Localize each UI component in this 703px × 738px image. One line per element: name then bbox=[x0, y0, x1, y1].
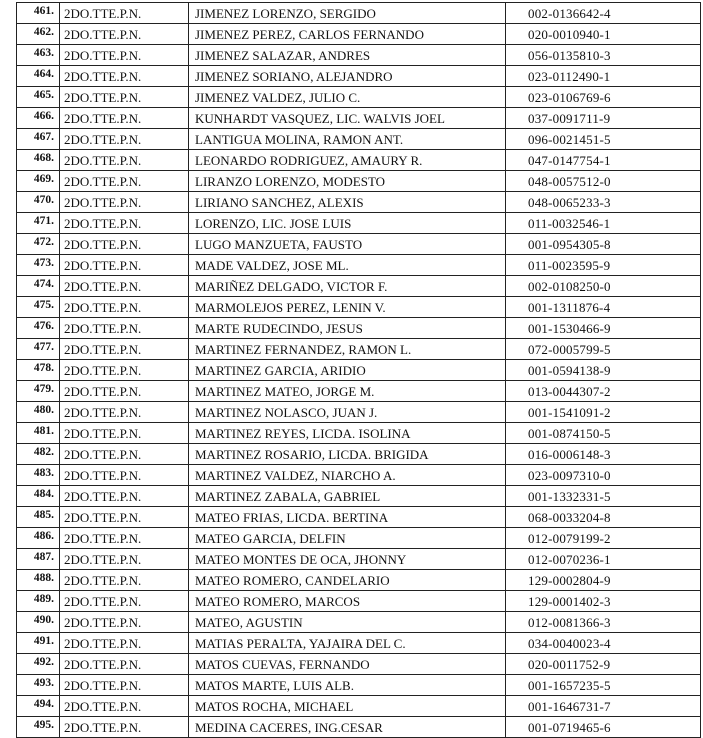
rank-cell: 2DO.TTE.P.N. bbox=[60, 465, 189, 486]
table-row bbox=[17, 591, 701, 612]
cedula-cell: 001-1541091-2 bbox=[506, 402, 701, 423]
row-number: 478. bbox=[17, 360, 60, 381]
table-row bbox=[17, 360, 701, 381]
cedula-cell: 023-0097310-0 bbox=[506, 465, 701, 486]
name-cell: LIRIANO SANCHEZ, ALEXIS bbox=[189, 192, 506, 213]
name-cell: LANTIGUA MOLINA, RAMON ANT. bbox=[189, 129, 506, 150]
row-number: 495. bbox=[17, 717, 60, 738]
name-cell: LORENZO, LIC. JOSE LUIS bbox=[189, 213, 506, 234]
rank-cell: 2DO.TTE.P.N. bbox=[60, 549, 189, 570]
row-number: 468. bbox=[17, 150, 60, 171]
name-cell: JIMENEZ SORIANO, ALEJANDRO bbox=[189, 66, 506, 87]
table-row bbox=[17, 297, 701, 318]
table-row bbox=[17, 423, 701, 444]
rank-cell: 2DO.TTE.P.N. bbox=[60, 276, 189, 297]
rank-cell: 2DO.TTE.P.N. bbox=[60, 591, 189, 612]
name-cell: MATOS MARTE, LUIS ALB. bbox=[189, 675, 506, 696]
row-number: 487. bbox=[17, 549, 60, 570]
cedula-cell: 012-0081366-3 bbox=[506, 612, 701, 633]
table-row bbox=[17, 633, 701, 654]
row-number: 463. bbox=[17, 45, 60, 66]
table-row bbox=[17, 213, 701, 234]
table-row bbox=[17, 150, 701, 171]
table-row bbox=[17, 87, 701, 108]
table-row bbox=[17, 3, 701, 24]
table-row bbox=[17, 717, 701, 738]
cedula-cell: 013-0044307-2 bbox=[506, 381, 701, 402]
row-number: 493. bbox=[17, 675, 60, 696]
rank-cell: 2DO.TTE.P.N. bbox=[60, 318, 189, 339]
table-row bbox=[17, 339, 701, 360]
cedula-cell: 096-0021451-5 bbox=[506, 129, 701, 150]
row-number: 471. bbox=[17, 213, 60, 234]
cedula-cell: 048-0057512-0 bbox=[506, 171, 701, 192]
cedula-cell: 001-0954305-8 bbox=[506, 234, 701, 255]
rank-cell: 2DO.TTE.P.N. bbox=[60, 654, 189, 675]
cedula-cell: 001-1657235-5 bbox=[506, 675, 701, 696]
row-number: 494. bbox=[17, 696, 60, 717]
table-row bbox=[17, 444, 701, 465]
name-cell: JIMENEZ LORENZO, SERGIDO bbox=[189, 3, 506, 24]
rank-cell: 2DO.TTE.P.N. bbox=[60, 171, 189, 192]
table-row bbox=[17, 549, 701, 570]
rank-cell: 2DO.TTE.P.N. bbox=[60, 402, 189, 423]
row-number: 486. bbox=[17, 528, 60, 549]
rank-cell: 2DO.TTE.P.N. bbox=[60, 192, 189, 213]
row-number: 488. bbox=[17, 570, 60, 591]
cedula-cell: 001-0594138-9 bbox=[506, 360, 701, 381]
rank-cell: 2DO.TTE.P.N. bbox=[60, 150, 189, 171]
row-number: 466. bbox=[17, 108, 60, 129]
table-row bbox=[17, 612, 701, 633]
name-cell: LIRANZO LORENZO, MODESTO bbox=[189, 171, 506, 192]
name-cell: LEONARDO RODRIGUEZ, AMAURY R. bbox=[189, 150, 506, 171]
name-cell: MARTINEZ REYES, LICDA. ISOLINA bbox=[189, 423, 506, 444]
rank-cell: 2DO.TTE.P.N. bbox=[60, 234, 189, 255]
row-number: 476. bbox=[17, 318, 60, 339]
name-cell: MARIÑEZ DELGADO, VICTOR F. bbox=[189, 276, 506, 297]
name-cell: MARTE RUDECINDO, JESUS bbox=[189, 318, 506, 339]
name-cell: MATIAS PERALTA, YAJAIRA DEL C. bbox=[189, 633, 506, 654]
cedula-cell: 011-0023595-9 bbox=[506, 255, 701, 276]
name-cell: MATEO ROMERO, CANDELARIO bbox=[189, 570, 506, 591]
table-row bbox=[17, 465, 701, 486]
table-row bbox=[17, 654, 701, 675]
row-number: 472. bbox=[17, 234, 60, 255]
table-row bbox=[17, 675, 701, 696]
row-number: 482. bbox=[17, 444, 60, 465]
rank-cell: 2DO.TTE.P.N. bbox=[60, 3, 189, 24]
document-page bbox=[16, 2, 700, 738]
cedula-cell: 068-0033204-8 bbox=[506, 507, 701, 528]
row-number: 491. bbox=[17, 633, 60, 654]
cedula-cell: 047-0147754-1 bbox=[506, 150, 701, 171]
rank-cell: 2DO.TTE.P.N. bbox=[60, 633, 189, 654]
rank-cell: 2DO.TTE.P.N. bbox=[60, 696, 189, 717]
table-row bbox=[17, 696, 701, 717]
rank-cell: 2DO.TTE.P.N. bbox=[60, 45, 189, 66]
row-number: 490. bbox=[17, 612, 60, 633]
name-cell: MARTINEZ ZABALA, GABRIEL bbox=[189, 486, 506, 507]
rank-cell: 2DO.TTE.P.N. bbox=[60, 339, 189, 360]
cedula-cell: 002-0136642-4 bbox=[506, 3, 701, 24]
cedula-cell: 001-1530466-9 bbox=[506, 318, 701, 339]
name-cell: JIMENEZ PEREZ, CARLOS FERNANDO bbox=[189, 24, 506, 45]
cedula-cell: 023-0112490-1 bbox=[506, 66, 701, 87]
row-number: 465. bbox=[17, 87, 60, 108]
rank-cell: 2DO.TTE.P.N. bbox=[60, 360, 189, 381]
rank-cell: 2DO.TTE.P.N. bbox=[60, 528, 189, 549]
table-row bbox=[17, 192, 701, 213]
row-number: 492. bbox=[17, 654, 60, 675]
table-row bbox=[17, 486, 701, 507]
cedula-cell: 020-0010940-1 bbox=[506, 24, 701, 45]
table-body bbox=[17, 3, 701, 738]
name-cell: KUNHARDT VASQUEZ, LIC. WALVIS JOEL bbox=[189, 108, 506, 129]
cedula-cell: 001-0874150-5 bbox=[506, 423, 701, 444]
name-cell: JIMENEZ VALDEZ, JULIO C. bbox=[189, 87, 506, 108]
table-row bbox=[17, 129, 701, 150]
name-cell: MARMOLEJOS PEREZ, LENIN V. bbox=[189, 297, 506, 318]
rank-cell: 2DO.TTE.P.N. bbox=[60, 108, 189, 129]
personnel-table bbox=[16, 2, 701, 738]
table-row bbox=[17, 234, 701, 255]
row-number: 485. bbox=[17, 507, 60, 528]
rank-cell: 2DO.TTE.P.N. bbox=[60, 423, 189, 444]
rank-cell: 2DO.TTE.P.N. bbox=[60, 717, 189, 738]
rank-cell: 2DO.TTE.P.N. bbox=[60, 297, 189, 318]
row-number: 474. bbox=[17, 276, 60, 297]
name-cell: MATOS ROCHA, MICHAEL bbox=[189, 696, 506, 717]
cedula-cell: 011-0032546-1 bbox=[506, 213, 701, 234]
row-number: 470. bbox=[17, 192, 60, 213]
cedula-cell: 001-0719465-6 bbox=[506, 717, 701, 738]
row-number: 477. bbox=[17, 339, 60, 360]
table-row bbox=[17, 255, 701, 276]
cedula-cell: 072-0005799-5 bbox=[506, 339, 701, 360]
row-number: 489. bbox=[17, 591, 60, 612]
cedula-cell: 001-1311876-4 bbox=[506, 297, 701, 318]
name-cell: JIMENEZ SALAZAR, ANDRES bbox=[189, 45, 506, 66]
row-number: 475. bbox=[17, 297, 60, 318]
row-number: 483. bbox=[17, 465, 60, 486]
cedula-cell: 002-0108250-0 bbox=[506, 276, 701, 297]
table-row bbox=[17, 276, 701, 297]
rank-cell: 2DO.TTE.P.N. bbox=[60, 570, 189, 591]
cedula-cell: 129-0002804-9 bbox=[506, 570, 701, 591]
name-cell: LUGO MANZUETA, FAUSTO bbox=[189, 234, 506, 255]
rank-cell: 2DO.TTE.P.N. bbox=[60, 507, 189, 528]
table-row bbox=[17, 108, 701, 129]
name-cell: MEDINA CACERES, ING.CESAR bbox=[189, 717, 506, 738]
name-cell: MATEO FRIAS, LICDA. BERTINA bbox=[189, 507, 506, 528]
row-number: 484. bbox=[17, 486, 60, 507]
row-number: 467. bbox=[17, 129, 60, 150]
name-cell: MATEO, AGUSTIN bbox=[189, 612, 506, 633]
name-cell: MATOS CUEVAS, FERNANDO bbox=[189, 654, 506, 675]
cedula-cell: 001-1332331-5 bbox=[506, 486, 701, 507]
name-cell: MARTINEZ ROSARIO, LICDA. BRIGIDA bbox=[189, 444, 506, 465]
table-row bbox=[17, 381, 701, 402]
cedula-cell: 129-0001402-3 bbox=[506, 591, 701, 612]
rank-cell: 2DO.TTE.P.N. bbox=[60, 66, 189, 87]
row-number: 480. bbox=[17, 402, 60, 423]
row-number: 481. bbox=[17, 423, 60, 444]
row-number: 479. bbox=[17, 381, 60, 402]
row-number: 473. bbox=[17, 255, 60, 276]
cedula-cell: 016-0006148-3 bbox=[506, 444, 701, 465]
row-number: 461. bbox=[17, 3, 60, 24]
cedula-cell: 020-0011752-9 bbox=[506, 654, 701, 675]
name-cell: MARTINEZ NOLASCO, JUAN J. bbox=[189, 402, 506, 423]
table-row bbox=[17, 570, 701, 591]
name-cell: MATEO MONTES DE OCA, JHONNY bbox=[189, 549, 506, 570]
table-row bbox=[17, 66, 701, 87]
name-cell: MATEO GARCIA, DELFIN bbox=[189, 528, 506, 549]
rank-cell: 2DO.TTE.P.N. bbox=[60, 129, 189, 150]
name-cell: MARTINEZ VALDEZ, NIARCHO A. bbox=[189, 465, 506, 486]
rank-cell: 2DO.TTE.P.N. bbox=[60, 87, 189, 108]
rank-cell: 2DO.TTE.P.N. bbox=[60, 612, 189, 633]
cedula-cell: 012-0079199-2 bbox=[506, 528, 701, 549]
cedula-cell: 001-1646731-7 bbox=[506, 696, 701, 717]
rank-cell: 2DO.TTE.P.N. bbox=[60, 444, 189, 465]
cedula-cell: 056-0135810-3 bbox=[506, 45, 701, 66]
rank-cell: 2DO.TTE.P.N. bbox=[60, 486, 189, 507]
cedula-cell: 012-0070236-1 bbox=[506, 549, 701, 570]
table-row bbox=[17, 318, 701, 339]
rank-cell: 2DO.TTE.P.N. bbox=[60, 255, 189, 276]
rank-cell: 2DO.TTE.P.N. bbox=[60, 381, 189, 402]
cedula-cell: 023-0106769-6 bbox=[506, 87, 701, 108]
row-number: 464. bbox=[17, 66, 60, 87]
cedula-cell: 034-0040023-4 bbox=[506, 633, 701, 654]
table-row bbox=[17, 402, 701, 423]
name-cell: MARTINEZ GARCIA, ARIDIO bbox=[189, 360, 506, 381]
table-row bbox=[17, 528, 701, 549]
name-cell: MARTINEZ FERNANDEZ, RAMON L. bbox=[189, 339, 506, 360]
name-cell: MARTINEZ MATEO, JORGE M. bbox=[189, 381, 506, 402]
name-cell: MADE VALDEZ, JOSE ML. bbox=[189, 255, 506, 276]
name-cell: MATEO ROMERO, MARCOS bbox=[189, 591, 506, 612]
cedula-cell: 037-0091711-9 bbox=[506, 108, 701, 129]
rank-cell: 2DO.TTE.P.N. bbox=[60, 24, 189, 45]
table-row bbox=[17, 507, 701, 528]
table-row bbox=[17, 171, 701, 192]
cedula-cell: 048-0065233-3 bbox=[506, 192, 701, 213]
table-row bbox=[17, 45, 701, 66]
rank-cell: 2DO.TTE.P.N. bbox=[60, 213, 189, 234]
row-number: 462. bbox=[17, 24, 60, 45]
table-row bbox=[17, 24, 701, 45]
rank-cell: 2DO.TTE.P.N. bbox=[60, 675, 189, 696]
row-number: 469. bbox=[17, 171, 60, 192]
